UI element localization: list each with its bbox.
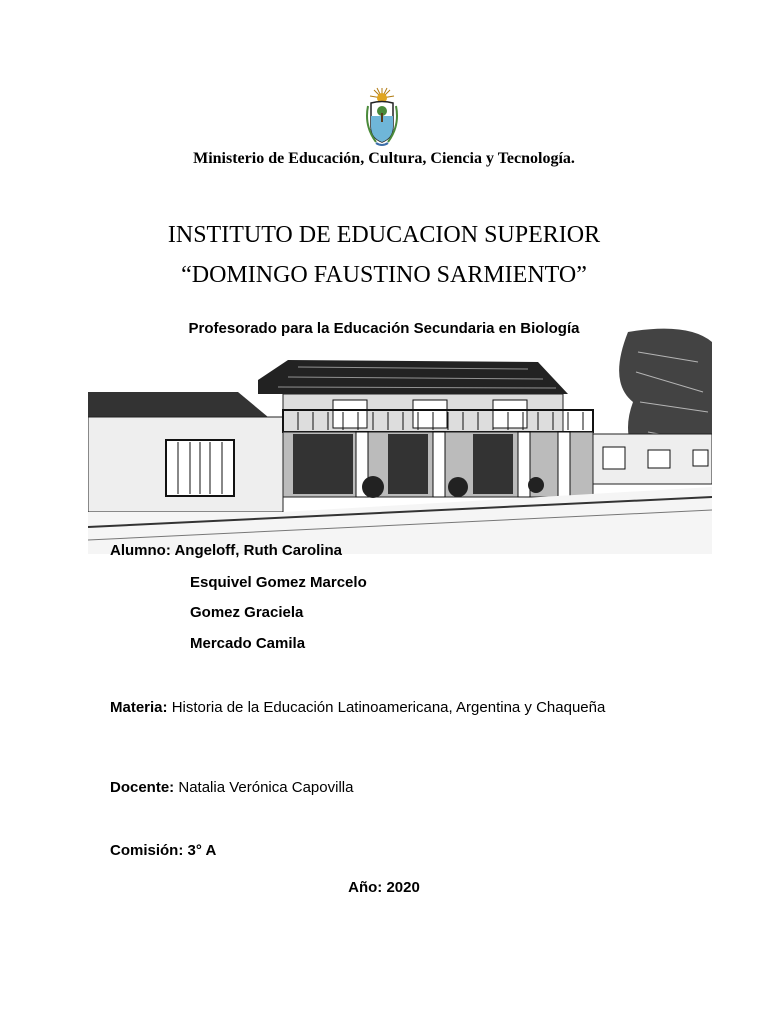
institute-title-line2: “DOMINGO FAUSTINO SARMIENTO” bbox=[181, 262, 587, 288]
school-building-illustration bbox=[88, 322, 712, 554]
student-name: Mercado Camila bbox=[190, 635, 306, 652]
student-name: Angeloff, Ruth Carolina bbox=[174, 542, 342, 559]
year-value: 2020 bbox=[386, 879, 420, 896]
program-title: Profesorado para la Educación Secundaria en Biología bbox=[188, 320, 580, 337]
student-name: Gomez Graciela bbox=[190, 604, 304, 621]
year-label: Año: bbox=[348, 879, 383, 896]
students-first-line bbox=[110, 542, 342, 559]
teacher-label: Docente: bbox=[110, 779, 175, 796]
year-line bbox=[0, 879, 768, 896]
subject-line bbox=[110, 697, 670, 718]
students-label: Alumno: bbox=[110, 542, 171, 559]
commission-line bbox=[110, 842, 216, 859]
subject-value: Historia de la Educación Latinoamericana, Argentina y Chaqueña bbox=[171, 699, 606, 716]
teacher-line bbox=[110, 779, 353, 796]
coat-of-arms-icon bbox=[362, 86, 402, 148]
commission-value: 3° A bbox=[187, 842, 217, 859]
subject-label: Materia: bbox=[110, 699, 168, 716]
student-name: Esquivel Gomez Marcelo bbox=[190, 574, 367, 591]
commission-label: Comisión: bbox=[110, 842, 184, 859]
institute-title-line1: INSTITUTO DE EDUCACION SUPERIOR bbox=[167, 222, 601, 248]
teacher-value: Natalia Verónica Capovilla bbox=[178, 779, 354, 796]
ministry-title: Ministerio de Educación, Cultura, Ciencia y Tecnología. bbox=[193, 150, 575, 167]
